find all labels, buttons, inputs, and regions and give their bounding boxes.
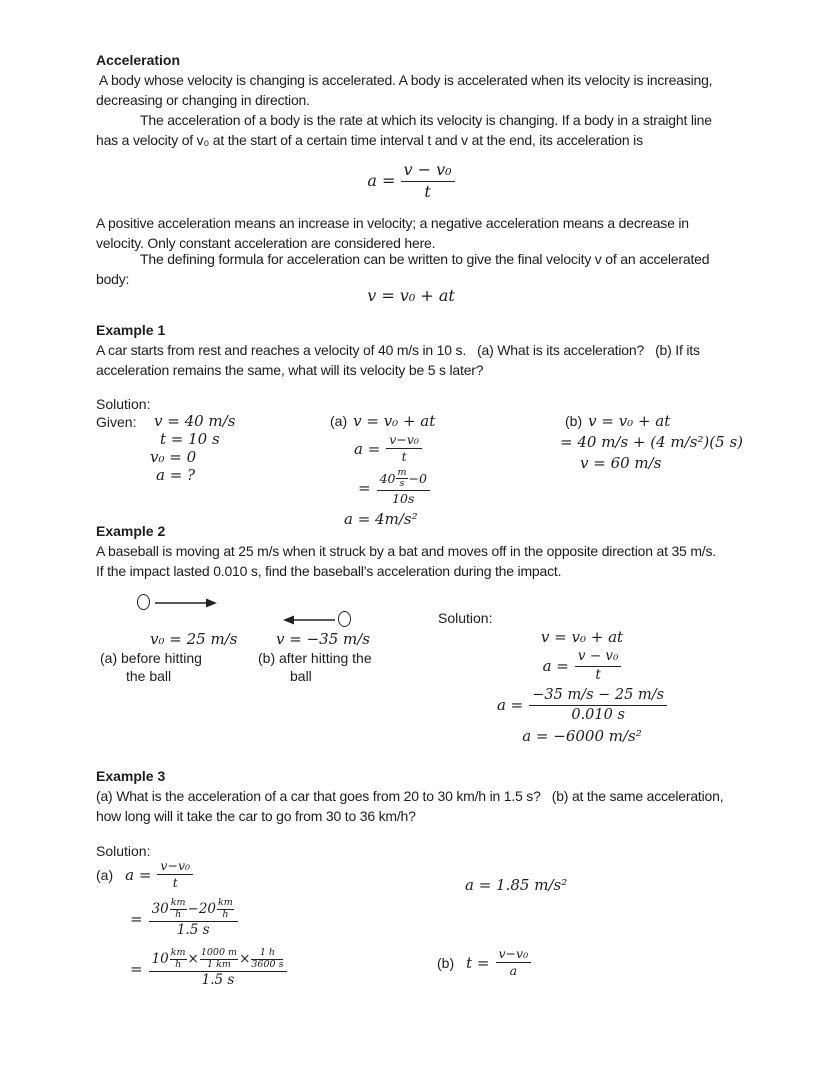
- part-label: (a): [330, 413, 348, 429]
- text-line: The defining formula for acceleration can be written to give the final velocity v of an accelerated: [140, 251, 710, 267]
- unit-fraction: [396, 468, 407, 491]
- fraction-denominator: 1.5 s: [176, 921, 210, 938]
- fraction-numerator: [149, 898, 238, 922]
- fraction: [575, 648, 622, 684]
- text-line: (a) What is the acceleration of a car that goes from 20 to 30 km/h in 1.5 s? (b) at the same acceleration,: [96, 788, 724, 804]
- math-lhs: =: [130, 909, 143, 928]
- unit-fraction: [217, 898, 234, 921]
- math-lhs: a =: [496, 696, 524, 715]
- math-lhs: a =: [542, 657, 569, 676]
- fraction: [386, 432, 422, 466]
- example3-body: [96, 786, 723, 826]
- math-lhs: t =: [466, 953, 490, 972]
- math-line: v = v₀ + at: [588, 412, 671, 430]
- math-line: v = v₀ + at: [540, 628, 624, 646]
- unit-denominator: h: [175, 908, 182, 920]
- given-line: a = ?: [156, 466, 196, 484]
- math-lhs: a =: [125, 865, 152, 884]
- unit-fraction: [170, 898, 187, 921]
- fraction-numerator: v−v₀: [157, 858, 193, 875]
- fraction-denominator: 1.5 s: [201, 971, 235, 988]
- fraction: [157, 858, 193, 892]
- fraction-numerator: v − v₀: [575, 648, 622, 667]
- example1-solution-label: Solution:: [96, 396, 151, 412]
- intro-paragraph-3: [96, 213, 689, 253]
- unit-numerator: km: [170, 897, 186, 908]
- part-label: (a): [96, 866, 114, 883]
- example2-heading: Example 2: [96, 523, 166, 539]
- math-text: 10: [151, 950, 169, 967]
- after-caption: (b) after hitting the: [258, 650, 372, 666]
- example3-part-a-line1: [96, 858, 193, 892]
- ball-after-icon: [338, 611, 351, 627]
- text-line: how long will it take the car to go from 30 to 36 km/h?: [96, 808, 416, 824]
- text-line: A car starts from rest and reaches a velocity of 40 m/s in 10 s. (a) What is its acceleration? (b) If its: [96, 342, 700, 358]
- text-line: velocity. Only constant acceleration are considered here.: [96, 235, 436, 251]
- example1-given-values: [150, 412, 235, 484]
- fraction-numerator: v − v₀: [401, 160, 455, 182]
- unit-numerator: km: [170, 947, 186, 958]
- fraction: [401, 160, 455, 203]
- example2-body: [96, 541, 716, 581]
- unit-denominator: h: [175, 958, 182, 970]
- fraction-numerator: v−v₀: [496, 946, 532, 963]
- multiply-sign: ×: [187, 950, 199, 967]
- fraction-denominator: t: [595, 666, 601, 683]
- text-line: A body whose velocity is changing is accelerated. A body is accelerated when its velocity is increasing,: [96, 72, 713, 88]
- after-velocity-value: v = −35 m/s: [276, 630, 370, 648]
- fraction-numerator: −35 m/s − 25 m/s: [529, 686, 667, 706]
- fraction-numerator: [149, 948, 288, 972]
- fraction: [377, 468, 430, 508]
- math-lhs: a =: [354, 439, 381, 458]
- fraction-numerator: v−v₀: [386, 432, 422, 449]
- unit-fraction: [170, 948, 187, 971]
- math-lhs: =: [130, 959, 143, 978]
- math-text: 30: [151, 900, 169, 917]
- before-caption: (a) before hitting: [100, 650, 202, 666]
- fraction: [149, 948, 288, 989]
- example2-solution-math: [446, 628, 718, 745]
- fraction-denominator: t: [172, 875, 178, 891]
- part-label: (b): [437, 954, 455, 971]
- math-line: v = v₀ + at: [353, 412, 436, 430]
- part-label: (b): [565, 413, 583, 429]
- unit-denominator: h: [222, 908, 229, 920]
- fraction-denominator: a: [509, 963, 518, 979]
- fraction-numerator: [377, 468, 430, 492]
- before-caption: the ball: [126, 668, 172, 684]
- example3-part-a-line3: [130, 948, 287, 989]
- text-line: body:: [96, 271, 130, 287]
- unit-numerator: km: [218, 897, 233, 908]
- acceleration-formula: [96, 160, 726, 203]
- example3-heading: Example 3: [96, 768, 166, 784]
- math-text: −20: [187, 900, 217, 917]
- before-velocity-value: v₀ = 25 m/s: [150, 630, 238, 648]
- text-line: A positive acceleration means an increase in velocity; a negative acceleration means a decrease in: [96, 215, 689, 231]
- unit-fraction: [251, 948, 283, 971]
- text-line: A baseball is moving at 25 m/s when it struck by a bat and moves off in the opposite direction at 35 m/s.: [96, 543, 716, 559]
- unit-numerator: m: [397, 466, 407, 478]
- example3-solution-label: Solution:: [96, 843, 151, 859]
- fraction-denominator: t: [401, 449, 407, 465]
- example2-solution-label: Solution:: [438, 610, 493, 626]
- after-caption: ball: [290, 668, 312, 684]
- given-line: t = 10 s: [160, 430, 220, 448]
- given-line: v = 40 m/s: [154, 412, 236, 430]
- fraction: [149, 898, 238, 939]
- fraction-denominator: 10s: [392, 491, 415, 507]
- intro-paragraph-1: [96, 70, 712, 110]
- multiply-sign: ×: [239, 950, 251, 967]
- example1-heading: Example 1: [96, 322, 166, 338]
- section-title: Acceleration: [96, 52, 181, 68]
- math-line: a = −6000 m/s²: [522, 726, 642, 745]
- unit-denominator: 3600 s: [251, 958, 284, 970]
- intro-paragraph-4: [96, 249, 709, 289]
- math-line: v = 60 m/s: [580, 454, 662, 472]
- unit-fraction: [200, 948, 238, 971]
- velocity-formula: v = v₀ + at: [367, 286, 455, 305]
- math-lhs: =: [358, 478, 371, 497]
- example1-body: [96, 340, 700, 380]
- unit-numerator: 1000 m: [200, 947, 238, 958]
- example3-part-a-line2: [130, 898, 238, 939]
- text-line: decreasing or changing in direction.: [96, 92, 310, 108]
- intro-paragraph-2: [96, 110, 712, 150]
- example3-result-a: a = 1.85 m/s²: [465, 876, 568, 894]
- fraction-denominator: t: [424, 181, 431, 201]
- example1-part-a: [330, 412, 435, 528]
- text-line: has a velocity of v₀ at the start of a certain time interval t and v at the end, its acceleration is: [96, 132, 643, 148]
- math-text: −0: [408, 470, 427, 486]
- math-line: a = 4m/s²: [344, 509, 418, 528]
- text-line: If the impact lasted 0.010 s, find the baseball’s acceleration during the impact.: [96, 563, 562, 579]
- formula-lhs: a =: [367, 170, 396, 190]
- fraction: [496, 946, 532, 980]
- math-text: 40: [379, 470, 396, 486]
- fraction: [529, 686, 667, 725]
- unit-denominator: s: [399, 478, 405, 490]
- fraction-denominator: 0.010 s: [571, 706, 625, 723]
- example1-given-label: Given:: [96, 414, 137, 430]
- unit-denominator: 1 km: [207, 958, 231, 970]
- unit-numerator: 1 h: [251, 948, 283, 960]
- text-line: acceleration remains the same, what will its velocity be 5 s later?: [96, 362, 484, 378]
- given-line: v₀ = 0: [150, 448, 197, 466]
- arrow-right-icon: [155, 596, 217, 614]
- math-line: = 40 m/s + (4 m/s²)(5 s): [560, 433, 743, 451]
- text-line: The acceleration of a body is the rate at which its velocity is changing. If a body in a straight line: [140, 112, 712, 128]
- arrow-left-icon: [283, 613, 335, 631]
- ball-before-icon: [137, 594, 150, 610]
- example1-part-b: [560, 412, 743, 472]
- example3-part-b: [437, 946, 531, 980]
